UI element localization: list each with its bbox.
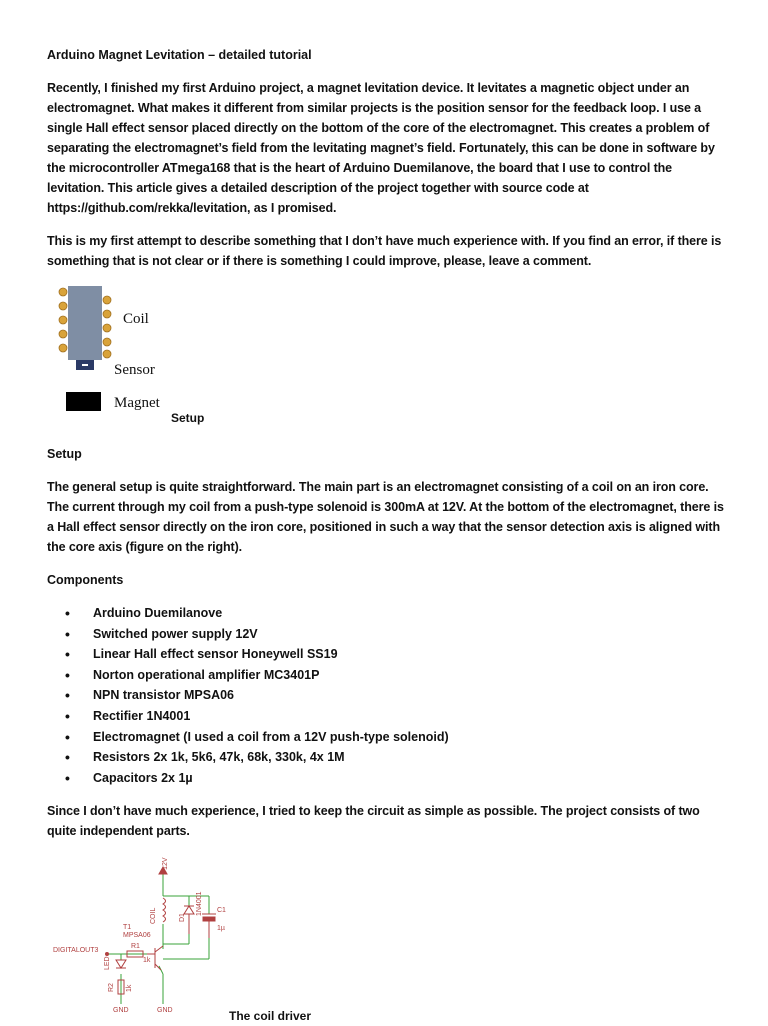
gnd-label-2: GND <box>157 1007 173 1015</box>
setup-heading: Setup <box>47 447 82 461</box>
vcc-label: +12V <box>162 857 169 875</box>
cap-value-label: 1µ <box>217 925 225 933</box>
transistor-label: T1 <box>123 924 132 932</box>
base-resistor-value: 1k <box>143 957 151 965</box>
cap-label: C1 <box>217 907 226 915</box>
coil-driver-figure <box>47 854 727 1024</box>
digital-out-label: DIGITALOUT3 <box>53 947 99 955</box>
coil-label: COIL <box>150 908 157 925</box>
list-item: • Norton operational amplifier MC3401P <box>65 665 727 686</box>
components-heading: Components <box>47 573 124 587</box>
coil-winding-right <box>103 296 111 358</box>
levitating-magnet <box>66 392 101 411</box>
setup-diagram <box>55 284 255 424</box>
transistor-part-label: MPSA06 <box>123 932 151 940</box>
led-resistor-label: R2 <box>108 983 115 993</box>
coil-body <box>68 286 102 360</box>
gnd-label-1: GND <box>113 1007 129 1015</box>
list-item: • NPN transistor MPSA06 <box>65 685 727 706</box>
setup-figure <box>47 284 727 430</box>
coil-driver-caption: The coil driver <box>229 1009 312 1024</box>
diode-part-label: 1N4001 <box>196 891 203 917</box>
led-resistor-value: 1k <box>126 984 133 993</box>
intro-paragraph-2: This is my first attempt to describe something that I don’t have much experience with. If you find an error, if there is something that is not clear or if there is something I could improve, please, leave a comment. <box>47 234 722 268</box>
list-item: • Resistors 2x 1k, 5k6, 47k, 68k, 330k, 4x 1M <box>65 747 727 768</box>
coil-label: Coil <box>123 311 149 327</box>
magnet-label: Magnet <box>114 395 160 411</box>
closing-paragraph: Since I don’t have much experience, I tried to keep the circuit as simple as possible. The project consists of two quite independent parts. <box>47 804 700 839</box>
list-item: • Linear Hall effect sensor Honeywell SS19 <box>65 644 727 665</box>
base-resistor-label: R1 <box>131 943 140 951</box>
list-item: • Rectifier 1N4001 <box>65 706 727 727</box>
schematic-wires <box>107 874 209 1004</box>
list-item: • Electromagnet (I used a coil from a 12V push-type solenoid) <box>65 727 727 748</box>
coil-winding-left <box>59 288 67 352</box>
list-item: • Capacitors 2x 1µ <box>65 768 727 789</box>
setup-paragraph: The general setup is quite straightforward. The main part is an electromagnet consisting of a coil on an iron core. The current through my coil from a push-type solenoid is 300mA at 12V. At the bottom of the electromagnet, there is a Hall effect sensor directly on the iron core, positioned in such a way that the sensor detection axis is aligned with the core axis (figure on the right). <box>47 480 724 554</box>
intro-paragraph-1: Recently, I finished my first Arduino project, a magnet levitation device. It levitates a magnetic object under an electromagnet. What makes it different from similar projects is the position sensor for the feedback loop. I use a single Hall effect sensor placed directly on the bottom of the core of the electromagnet. This creates a problem of separating the electromagnet’s field from the levitating magnet’s field. Fortunately, this can be done in software by the microcontroller ATmega168 that is the heart of Arduino Duemilanove, the board that I use to control the levitation. This article gives a detailed description of the project together with source code at https://github.com/rekka/levitation, as I promised. <box>47 81 715 215</box>
document-page <box>47 45 727 1024</box>
diode-label: D1 <box>179 913 186 923</box>
setup-figure-caption: Setup <box>171 411 205 425</box>
coil-driver-schematic <box>47 854 227 1019</box>
sensor-label: Sensor <box>114 362 155 378</box>
list-item: • Switched power supply 12V <box>65 624 727 645</box>
page-title: Arduino Magnet Levitation – detailed tutorial <box>47 48 312 62</box>
list-item: • Arduino Duemilanove <box>65 603 727 624</box>
components-list <box>47 603 727 788</box>
led-label: LED <box>104 956 111 971</box>
